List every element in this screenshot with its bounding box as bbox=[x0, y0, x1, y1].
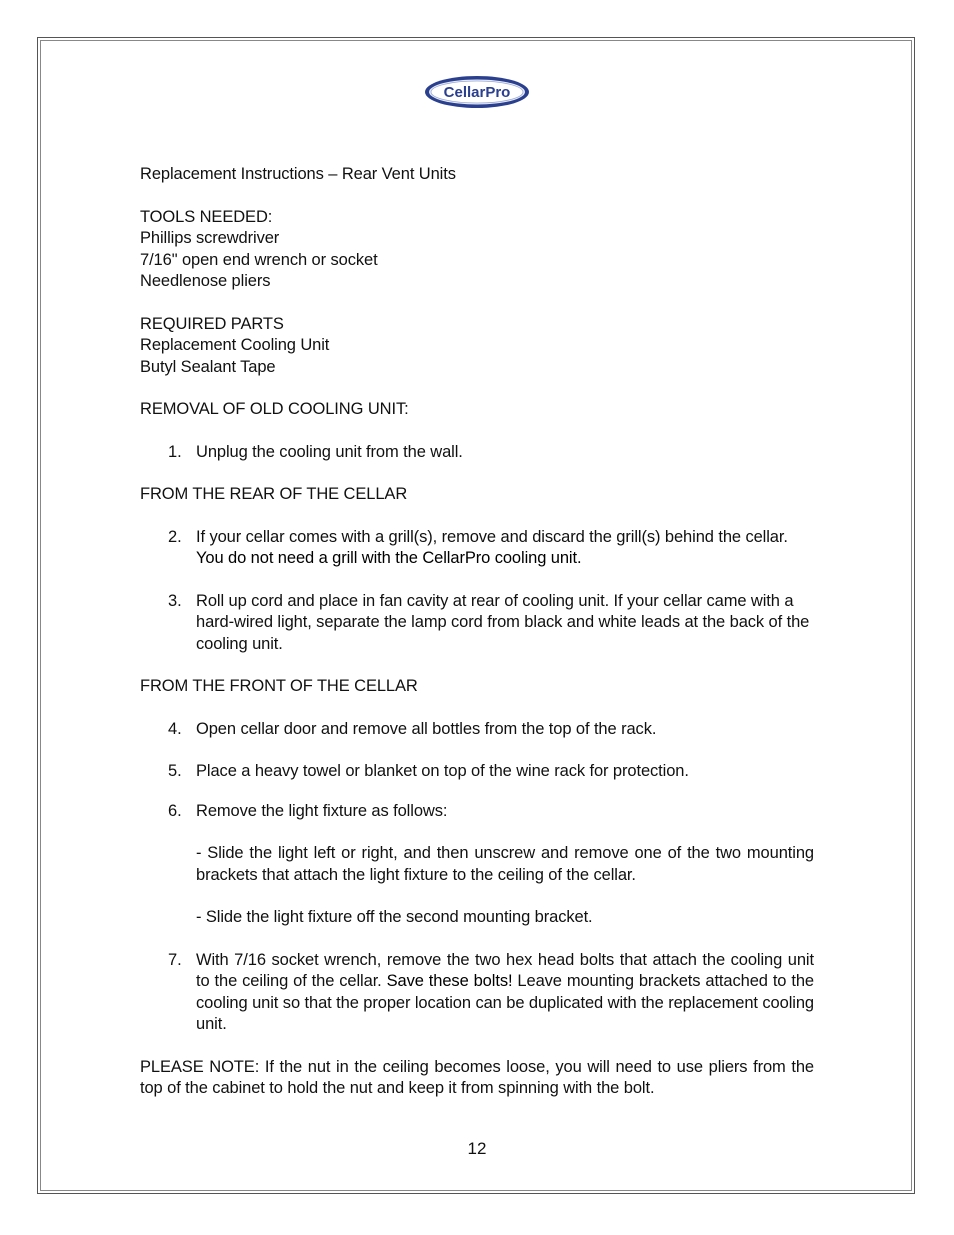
part-item: Butyl Sealant Tape bbox=[140, 357, 276, 376]
step-6-sub-1: - Slide the light left or right, and then unscrew and remove one of the two mounting brackets that attach the light fixture to the ceiling of the cellar. bbox=[196, 844, 814, 884]
part-item: Replacement Cooling Unit bbox=[140, 336, 330, 354]
step-5 bbox=[140, 761, 814, 783]
step-6-sub-2: - Slide the light fixture off the second mounting bracket. bbox=[196, 908, 593, 926]
step-number: 4. bbox=[168, 719, 182, 738]
note-text: : If the nut in the ceiling becomes loose, you will need to use pliers from the top of the cabinet to hold the nut and keep it from spinning with the bolt. bbox=[140, 1057, 814, 1097]
page-number: 12 bbox=[467, 1139, 487, 1158]
step-text: Unplug the cooling unit from the wall. bbox=[196, 442, 463, 461]
step-text: Open cellar door and remove all bottles from the top of the rack. bbox=[196, 719, 657, 738]
document-title: Replacement Instructions – Rear Vent Units bbox=[140, 165, 456, 183]
instructions-body bbox=[140, 164, 814, 1100]
step-4 bbox=[140, 719, 814, 741]
step-2 bbox=[140, 527, 814, 570]
note-label: PLEASE NOTE bbox=[140, 1057, 255, 1076]
step-number: 1. bbox=[168, 442, 182, 461]
step-3 bbox=[140, 591, 814, 656]
step-emphasis: You do not need a grill with the CellarPro cooling unit. bbox=[196, 549, 582, 567]
step-number: 7. bbox=[168, 950, 182, 969]
step-text: Leave mounting brackets attached to the cooling unit so that the proper location can be duplicated with the replacement cooling unit. bbox=[196, 972, 814, 1033]
removal-heading: REMOVAL OF OLD COOLING UNIT: bbox=[140, 400, 409, 418]
tool-item: Needlenose pliers bbox=[140, 272, 271, 290]
rear-heading: FROM THE REAR OF THE CELLAR bbox=[140, 485, 408, 503]
step-1 bbox=[140, 442, 814, 464]
step-text: Roll up cord and place in fan cavity at rear of cooling unit. If your cellar came with a hard-wired light, separate the lamp cord from black and white leads at the back of the cooling unit. bbox=[196, 591, 810, 653]
step-text: If your cellar comes with a grill(s), remove and discard the grill(s) behind the cellar. bbox=[196, 527, 788, 546]
front-heading: FROM THE FRONT OF THE CELLAR bbox=[140, 677, 418, 695]
step-emphasis: Save these bolts! bbox=[386, 972, 513, 990]
step-text: With 7/16 socket wrench, remove the two hex head bolts that attach the cooling unit to the ceiling of the cellar. bbox=[196, 950, 814, 990]
step-number: 2. bbox=[168, 527, 182, 546]
tools-heading: TOOLS NEEDED: bbox=[140, 207, 273, 226]
step-7 bbox=[140, 950, 814, 1036]
logo-text: CellarPro bbox=[443, 84, 511, 101]
parts-heading: REQUIRED PARTS bbox=[140, 314, 284, 333]
step-text: Remove the light fixture as follows: bbox=[196, 801, 448, 820]
step-6 bbox=[140, 801, 814, 823]
step-text: Place a heavy towel or blanket on top of the wine rack for protection. bbox=[196, 762, 689, 780]
step-number: 5. bbox=[168, 762, 182, 780]
tool-item: 7/16" open end wrench or socket bbox=[140, 250, 378, 269]
step-number: 3. bbox=[168, 591, 182, 610]
cellarpro-logo bbox=[424, 75, 530, 109]
tool-item: Phillips screwdriver bbox=[140, 229, 280, 247]
please-note bbox=[140, 1057, 814, 1100]
step-number: 6. bbox=[168, 801, 182, 820]
